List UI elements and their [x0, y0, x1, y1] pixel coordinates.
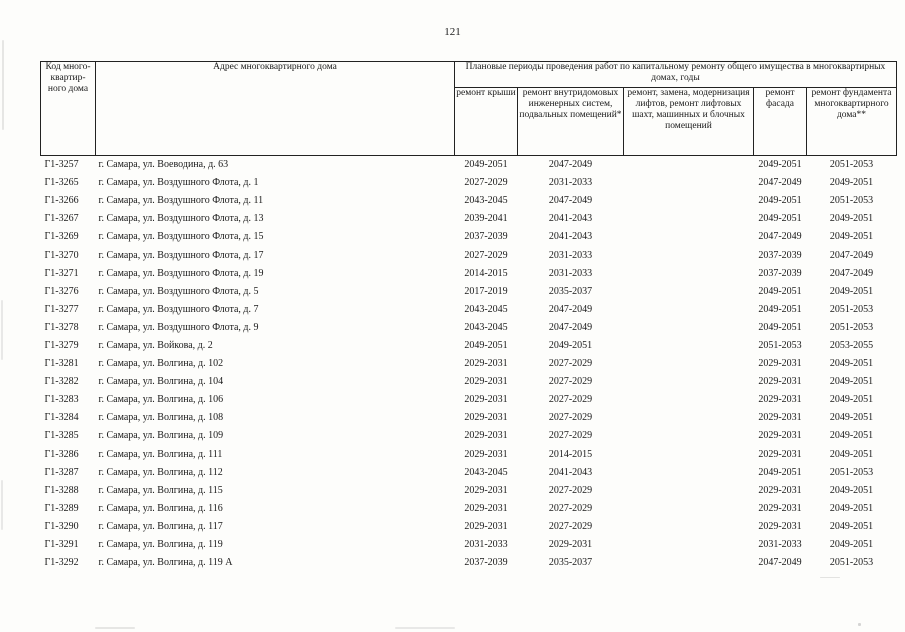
- cell-facade: 2037-2039: [758, 249, 802, 261]
- cell-address: г. Самара, ул. Воздушного Флота, д. 13: [98, 213, 264, 225]
- cell-address: г. Самара, ул. Воздушного Флота, д. 15: [98, 231, 264, 243]
- cell-systems: 2035-2037: [548, 285, 593, 297]
- cell-roof: 2027-2029: [464, 177, 508, 189]
- cell-systems: 2027-2029: [548, 502, 593, 514]
- header-foundation: ремонт фундамента многоквартирного дома**: [807, 88, 897, 156]
- cell-facade: 2029-2031: [758, 484, 802, 496]
- cell-code: Г1-3267: [44, 213, 79, 225]
- cell-roof: 2037-2039: [464, 231, 508, 243]
- cell-lifts: [624, 174, 754, 192]
- cell-facade: 2049-2051: [758, 159, 802, 171]
- cell-roof: 2043-2045: [464, 321, 508, 333]
- repair-schedule-table: [40, 61, 897, 572]
- cell-facade: 2049-2051: [758, 195, 802, 207]
- cell-foundation: 2051-2053: [829, 321, 874, 333]
- cell-facade: 2047-2049: [758, 557, 802, 569]
- cell-roof: 2029-2031: [464, 484, 508, 496]
- cell-address: г. Самара, ул. Волгина, д. 111: [98, 448, 223, 460]
- cell-foundation: 2049-2051: [829, 358, 874, 370]
- cell-systems: 2027-2029: [548, 412, 593, 424]
- cell-code: Г1-3285: [44, 430, 79, 442]
- table-row: [41, 319, 897, 337]
- cell-systems: 2031-2033: [548, 249, 593, 261]
- cell-foundation: 2051-2053: [829, 466, 874, 478]
- cell-foundation: 2053-2055: [829, 339, 874, 351]
- cell-roof: 2017-2019: [464, 285, 508, 297]
- table-row: [41, 446, 897, 464]
- cell-foundation: 2049-2051: [829, 177, 874, 189]
- cell-code: Г1-3287: [44, 466, 79, 478]
- cell-facade: 2049-2051: [758, 213, 802, 225]
- cell-systems: 2041-2043: [548, 231, 593, 243]
- cell-foundation: 2051-2053: [829, 557, 874, 569]
- cell-lifts: [624, 156, 754, 175]
- cell-address: г. Самара, ул. Волгина, д. 109: [98, 430, 224, 442]
- cell-systems: 2047-2049: [548, 159, 593, 171]
- cell-lifts: [624, 518, 754, 536]
- cell-address: г. Самара, ул. Воздушного Флота, д. 9: [98, 321, 259, 333]
- header-periods-group: Плановые периоды проведения работ по капитальному ремонту общего имущества в многоквартирных домах, годы: [455, 62, 897, 88]
- table-header: [41, 62, 897, 156]
- cell-roof: 2049-2051: [464, 159, 508, 171]
- cell-address: г. Самара, ул. Волгина, д. 102: [98, 358, 224, 370]
- cell-foundation: 2051-2053: [829, 303, 874, 315]
- cell-facade: 2029-2031: [758, 430, 802, 442]
- cell-systems: 2031-2033: [548, 177, 593, 189]
- cell-systems: 2041-2043: [548, 213, 593, 225]
- cell-foundation: 2049-2051: [829, 502, 874, 514]
- cell-systems: 2027-2029: [548, 484, 593, 496]
- cell-foundation: 2049-2051: [829, 285, 874, 297]
- cell-systems: 2029-2031: [548, 539, 593, 551]
- cell-address: г. Самара, ул. Волгина, д. 119 А: [98, 557, 233, 569]
- page-number: 121: [444, 26, 461, 38]
- cell-lifts: [624, 228, 754, 246]
- cell-facade: 2029-2031: [758, 502, 802, 514]
- cell-facade: 2029-2031: [758, 448, 802, 460]
- cell-foundation: 2049-2051: [829, 376, 874, 388]
- cell-lifts: [624, 373, 754, 391]
- cell-address: г. Самара, ул. Волгина, д. 116: [98, 502, 223, 514]
- cell-code: Г1-3284: [44, 412, 79, 424]
- cell-address: г. Самара, ул. Воеводина, д. 63: [98, 159, 229, 171]
- cell-facade: 2029-2031: [758, 376, 802, 388]
- cell-lifts: [624, 446, 754, 464]
- header-address: Адрес многоквартирного дома: [96, 62, 455, 156]
- table-row: [41, 482, 897, 500]
- cell-roof: 2029-2031: [464, 430, 508, 442]
- cell-code: Г1-3277: [44, 303, 79, 315]
- cell-systems: 2027-2029: [548, 358, 593, 370]
- cell-facade: 2051-2053: [758, 339, 802, 351]
- cell-code: Г1-3265: [44, 177, 79, 189]
- table-row: [41, 337, 897, 355]
- header-code: Код много-квартир-ного дома: [41, 62, 96, 156]
- cell-address: г. Самара, ул. Воздушного Флота, д. 5: [98, 285, 259, 297]
- cell-lifts: [624, 500, 754, 518]
- cell-facade: 2049-2051: [758, 321, 802, 333]
- cell-foundation: 2047-2049: [829, 267, 874, 279]
- cell-code: Г1-3286: [44, 448, 79, 460]
- cell-facade: 2047-2049: [758, 177, 802, 189]
- table-row: [41, 464, 897, 482]
- cell-lifts: [624, 536, 754, 554]
- cell-systems: 2047-2049: [548, 321, 593, 333]
- cell-code: Г1-3289: [44, 502, 79, 514]
- cell-address: г. Самара, ул. Войкова, д. 2: [98, 339, 213, 351]
- cell-foundation: 2049-2051: [829, 231, 874, 243]
- cell-foundation: 2047-2049: [829, 249, 874, 261]
- cell-systems: 2027-2029: [548, 520, 593, 532]
- table-row: [41, 301, 897, 319]
- cell-lifts: [624, 427, 754, 445]
- cell-address: г. Самара, ул. Волгина, д. 117: [98, 520, 223, 532]
- header-facade: ремонт фасада: [754, 88, 807, 156]
- cell-code: Г1-3291: [44, 539, 79, 551]
- cell-address: г. Самара, ул. Волгина, д. 108: [98, 412, 224, 424]
- table-row: [41, 192, 897, 210]
- table-row: [41, 536, 897, 554]
- cell-address: г. Самара, ул. Воздушного Флота, д. 17: [98, 249, 264, 261]
- cell-lifts: [624, 265, 754, 283]
- header-roof: ремонт крыши: [455, 88, 518, 156]
- cell-code: Г1-3266: [44, 195, 79, 207]
- scan-artifact: [2, 40, 4, 130]
- cell-lifts: [624, 355, 754, 373]
- cell-roof: 2029-2031: [464, 502, 508, 514]
- cell-foundation: 2049-2051: [829, 394, 874, 406]
- cell-code: Г1-3292: [44, 557, 79, 569]
- cell-foundation: 2049-2051: [829, 430, 874, 442]
- cell-lifts: [624, 283, 754, 301]
- table-row: [41, 427, 897, 445]
- cell-systems: 2027-2029: [548, 376, 593, 388]
- cell-roof: 2014-2015: [464, 267, 508, 279]
- cell-lifts: [624, 192, 754, 210]
- cell-lifts: [624, 391, 754, 409]
- table-row: [41, 373, 897, 391]
- cell-facade: 2029-2031: [758, 520, 802, 532]
- table-row: [41, 283, 897, 301]
- table-row: [41, 265, 897, 283]
- cell-address: г. Самара, ул. Воздушного Флота, д. 19: [98, 267, 264, 279]
- cell-lifts: [624, 319, 754, 337]
- cell-roof: 2029-2031: [464, 358, 508, 370]
- cell-address: г. Самара, ул. Воздушного Флота, д. 11: [98, 195, 264, 207]
- cell-roof: 2037-2039: [464, 557, 508, 569]
- table-row: [41, 391, 897, 409]
- cell-facade: 2031-2033: [758, 539, 802, 551]
- scan-artifact: [395, 627, 455, 629]
- cell-code: Г1-3270: [44, 249, 79, 261]
- cell-systems: 2031-2033: [548, 267, 593, 279]
- cell-roof: 2029-2031: [464, 520, 508, 532]
- cell-address: г. Самара, ул. Воздушного Флота, д. 7: [98, 303, 259, 315]
- cell-systems: 2035-2037: [548, 557, 593, 569]
- cell-lifts: [624, 482, 754, 500]
- table-row: [41, 409, 897, 427]
- table-row: [41, 500, 897, 518]
- cell-lifts: [624, 554, 754, 572]
- table-row: [41, 246, 897, 264]
- cell-roof: 2043-2045: [464, 466, 508, 478]
- cell-code: Г1-3278: [44, 321, 79, 333]
- table-row: [41, 174, 897, 192]
- scan-artifact: [1, 300, 3, 360]
- cell-foundation: 2049-2051: [829, 484, 874, 496]
- cell-roof: 2029-2031: [464, 412, 508, 424]
- cell-foundation: 2051-2053: [829, 159, 874, 171]
- cell-foundation: 2049-2051: [829, 412, 874, 424]
- table-row: [41, 355, 897, 373]
- cell-code: Г1-3282: [44, 376, 79, 388]
- cell-code: Г1-3290: [44, 520, 79, 532]
- cell-roof: 2043-2045: [464, 195, 508, 207]
- cell-roof: 2029-2031: [464, 376, 508, 388]
- cell-address: г. Самара, ул. Волгина, д. 112: [98, 466, 223, 478]
- cell-lifts: [624, 337, 754, 355]
- table-body: [41, 156, 897, 573]
- header-systems: ремонт внутридомовых инженерных систем, подвальных помещений*: [518, 88, 624, 156]
- cell-facade: 2029-2031: [758, 412, 802, 424]
- cell-code: Г1-3276: [44, 285, 79, 297]
- cell-facade: 2049-2051: [758, 466, 802, 478]
- table-row: [41, 518, 897, 536]
- cell-roof: 2043-2045: [464, 303, 508, 315]
- cell-foundation: 2049-2051: [829, 520, 874, 532]
- cell-systems: 2027-2029: [548, 430, 593, 442]
- cell-lifts: [624, 464, 754, 482]
- cell-facade: 2029-2031: [758, 394, 802, 406]
- cell-roof: 2029-2031: [464, 394, 508, 406]
- cell-facade: 2029-2031: [758, 358, 802, 370]
- cell-lifts: [624, 210, 754, 228]
- cell-systems: 2047-2049: [548, 303, 593, 315]
- table-row: [41, 554, 897, 572]
- cell-foundation: 2051-2053: [829, 195, 874, 207]
- table-row: [41, 228, 897, 246]
- cell-code: Г1-3269: [44, 231, 79, 243]
- cell-lifts: [624, 246, 754, 264]
- cell-address: г. Самара, ул. Волгина, д. 106: [98, 394, 224, 406]
- cell-roof: 2027-2029: [464, 249, 508, 261]
- cell-systems: 2047-2049: [548, 195, 593, 207]
- cell-code: Г1-3283: [44, 394, 79, 406]
- cell-facade: 2047-2049: [758, 231, 802, 243]
- scan-artifact: [858, 623, 861, 626]
- cell-address: г. Самара, ул. Волгина, д. 119: [98, 539, 223, 551]
- cell-facade: 2049-2051: [758, 303, 802, 315]
- cell-address: г. Самара, ул. Волгина, д. 104: [98, 376, 224, 388]
- cell-lifts: [624, 301, 754, 319]
- header-lifts: ремонт, замена, модернизация лифтов, ремонт лифтовых шахт, машинных и блочных помещений: [624, 88, 754, 156]
- cell-systems: 2041-2043: [548, 466, 593, 478]
- cell-facade: 2037-2039: [758, 267, 802, 279]
- table-row: [41, 210, 897, 228]
- cell-code: Г1-3279: [44, 339, 79, 351]
- cell-roof: 2039-2041: [464, 213, 508, 225]
- scan-artifact: [1, 480, 3, 530]
- cell-foundation: 2049-2051: [829, 539, 874, 551]
- cell-systems: 2027-2029: [548, 394, 593, 406]
- cell-foundation: 2049-2051: [829, 213, 874, 225]
- cell-roof: 2029-2031: [464, 448, 508, 460]
- cell-systems: 2014-2015: [548, 448, 593, 460]
- scan-artifact: [95, 627, 135, 629]
- cell-code: Г1-3281: [44, 358, 79, 370]
- cell-code: Г1-3257: [44, 159, 79, 171]
- cell-foundation: 2049-2051: [829, 448, 874, 460]
- cell-facade: 2049-2051: [758, 285, 802, 297]
- cell-code: Г1-3271: [44, 267, 79, 279]
- cell-roof: 2031-2033: [464, 539, 508, 551]
- cell-code: Г1-3288: [44, 484, 79, 496]
- cell-lifts: [624, 409, 754, 427]
- cell-roof: 2049-2051: [464, 339, 508, 351]
- cell-address: г. Самара, ул. Волгина, д. 115: [98, 484, 223, 496]
- table-row: [41, 156, 897, 175]
- cell-address: г. Самара, ул. Воздушного Флота, д. 1: [98, 177, 259, 189]
- cell-systems: 2049-2051: [548, 339, 593, 351]
- scan-artifact: [820, 577, 840, 578]
